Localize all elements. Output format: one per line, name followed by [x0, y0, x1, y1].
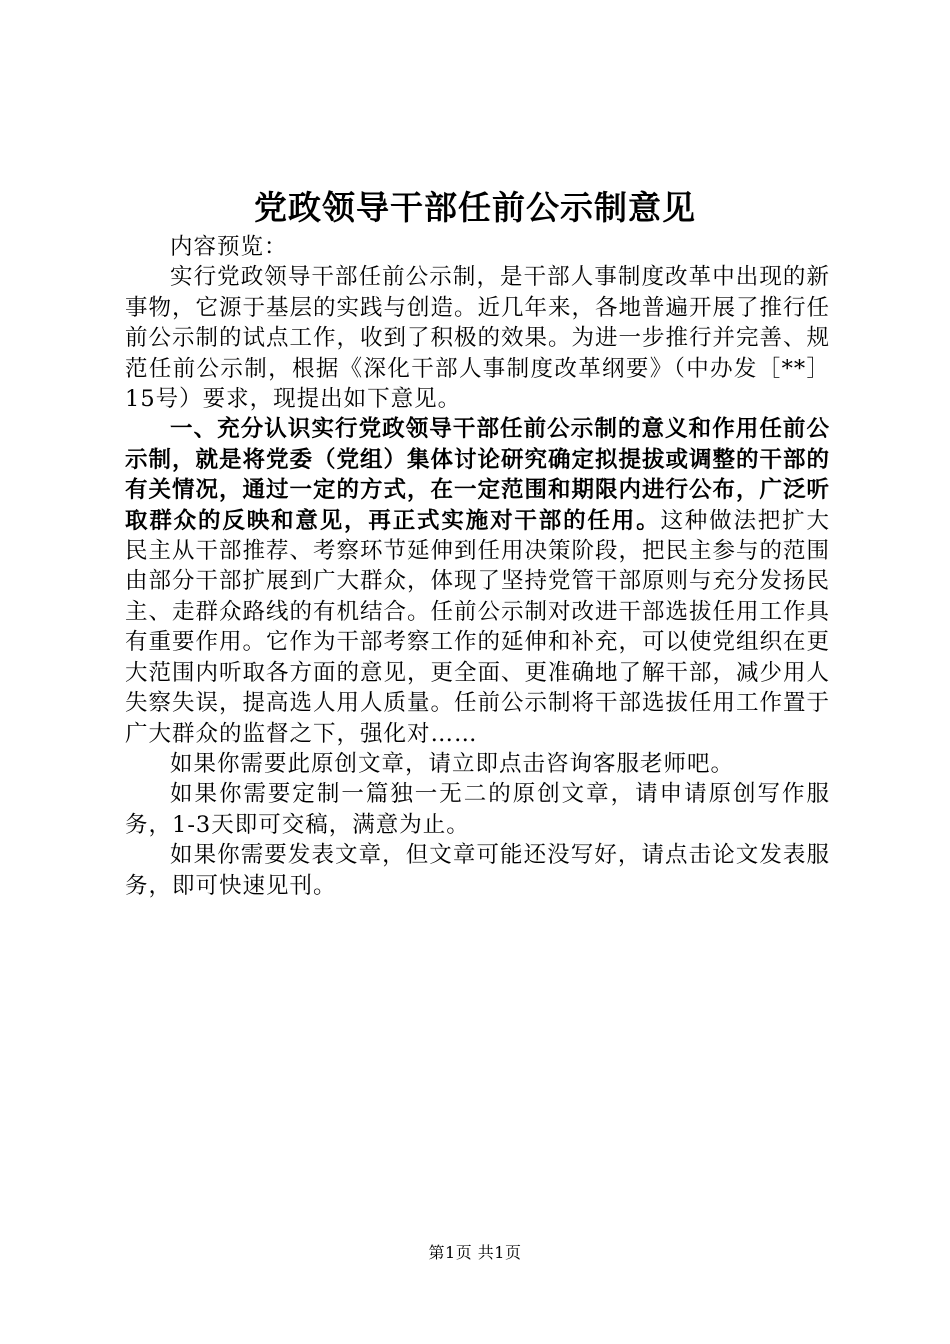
note-custom-writing: 如果你需要定制一篇独一无二的原创文章，请申请原创写作服务，1-3天即可交稿，满意为止。 — [125, 781, 830, 838]
note-publishing: 如果你需要发表文章，但文章可能还没写好，请点击论文发表服务，即可快速见刊。 — [125, 842, 830, 899]
preview-label: 内容预览： — [170, 234, 288, 260]
page-footer: 第1页 共1页 — [428, 1243, 522, 1262]
note-consult: 如果你需要此原创文章，请立即点击咨询客服老师吧。 — [170, 750, 735, 777]
document-body — [125, 232, 830, 901]
intro-paragraph: 实行党政领导干部任前公示制，是干部人事制度改革中出现的新事物，它源于基层的实践与创造。近几年来，各地普遍开展了推行任前公示制的试点工作，收到了积极的效果。为进一步推行并完善、规范任前公示制，根据《深化干部人事制度改革纲要》（中办发［**］15号）要求，现提出如下意见。 — [125, 264, 831, 413]
section-1-heading: 一、充分认识实行党政领导干部任前公示制的意义和作用任前公示制，就是将党委（党组）集体讨论研究确定拟提拔或调整的干部的有关情况，通过一定的方式，在一定范围和期限内进行公布，广泛听取群众的反映和意见，再正式实施对干部的任用。 — [125, 416, 831, 534]
section-1-paragraph — [125, 414, 830, 748]
section-1-body: 这种做法把扩大民主从干部推荐、考察环节延伸到任用决策阶段，把民主参与的范围由部分干部扩展到广大群众，体现了坚持党管干部原则与充分发扬民主、走群众路线的有机结合。任前公示制对改进干部选拔任用工作具有重要作用。它作为干部考察工作的延伸和补充，可以使党组织在更大范围内听取各方面的意见，更全面、更准确地了解干部，减少用人失察失误，提高选人用人质量。任前公示制将干部选拔任用工作置于广大群众的监督之下，强化对…… — [125, 507, 831, 747]
document-title: 党政领导干部任前公示制意见 — [254, 188, 696, 227]
